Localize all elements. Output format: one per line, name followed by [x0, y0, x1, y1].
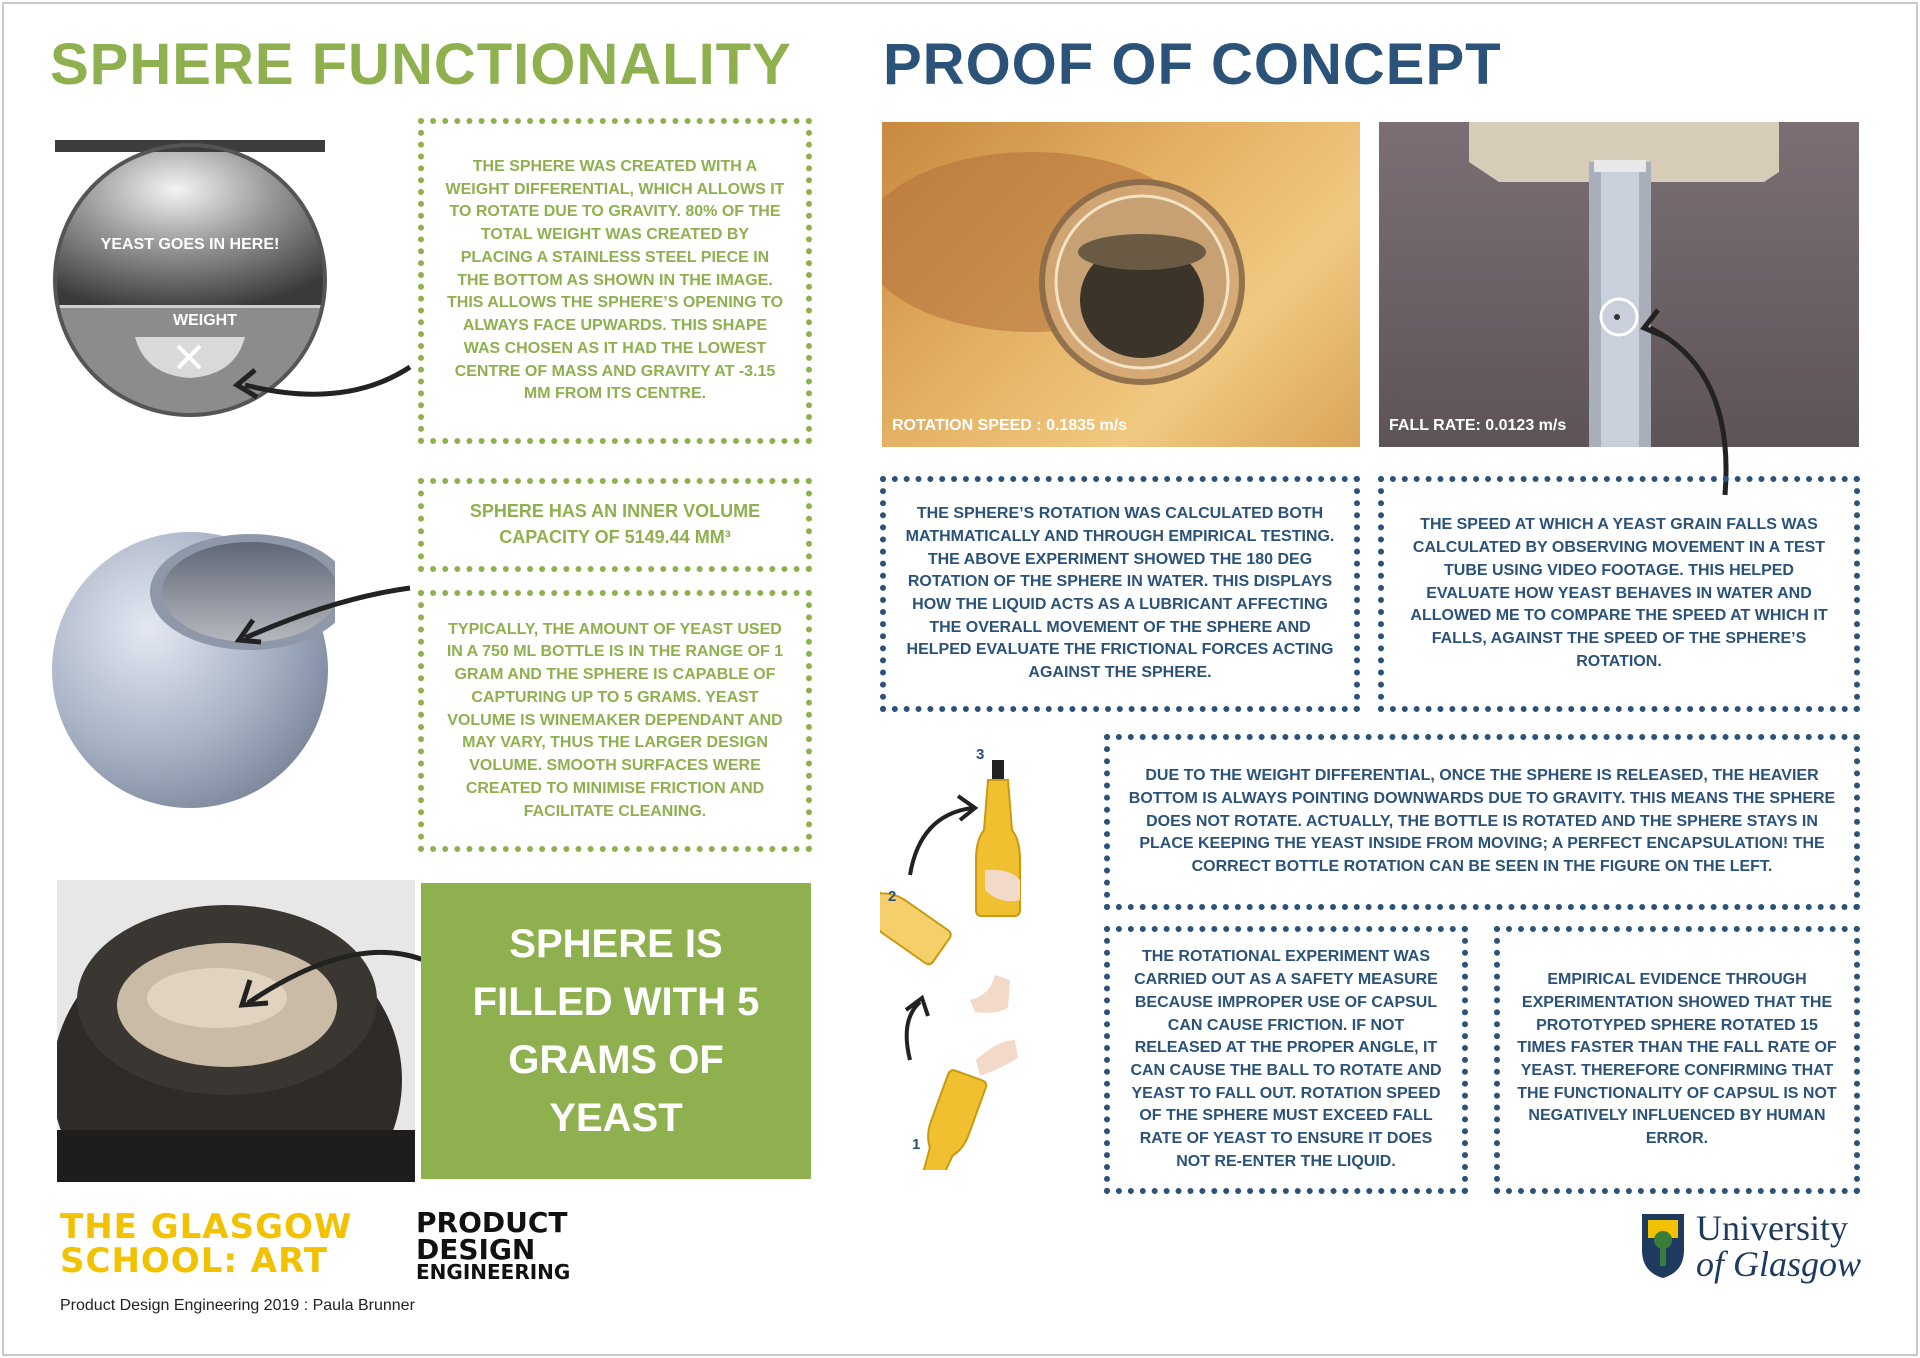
arrow-icon — [225, 578, 415, 648]
fall-rate-calculation-text: THE SPEED AT WHICH A YEAST GRAIN FALLS WAS CALCULATED BY OBSERVING MOVEMENT IN A TEST TUBE USING VIDEO FOOTAGE. THIS HELPED EVALUATE HOW YEAST BEHAVES IN WATER AND ALLOWED ME TO COMPARE THE SPEED AT WHICH IT FALLS, AGAINST THE SPEED OF THE SPHERE’S ROTATION. — [1378, 476, 1860, 712]
empirical-evidence-text: EMPIRICAL EVIDENCE THROUGH EXPERIMENTATION SHOWED THAT THE PROTOTYPED SPHERE ROTATED 15 TIMES FASTER THAN THE FALL RATE OF YEAST. THEREFORE CONFIRMING THAT THE FUNCTIONALITY OF CAPSUL IS NOT NEGATIVELY INFLUENCED BY HUMAN ERROR. — [1494, 926, 1860, 1194]
rotation-experiment-photo — [882, 122, 1360, 447]
rotation-calculation-text: THE SPHERE’S ROTATION WAS CALCULATED BOTH MATHMATICALLY AND THROUGH EMPIRICAL TESTING. THE ABOVE EXPERIMENT SHOWED THE 180 DEG ROTATION OF THE SPHERE IN WATER. THIS DISPLAYS HOW THE LIQUID ACTS AS A LUBRICANT AFFECTING THE OVERALL MOVEMENT OF THE SPHERE AND HELPED EVALUATE THE FRICTIONAL FORCES ACTING AGAINST THE SPHERE. — [880, 476, 1360, 712]
weight-differential-text: THE SPHERE WAS CREATED WITH A WEIGHT DIFFERENTIAL, WHICH ALLOWS IT TO ROTATE DUE TO GRAVITY. 80% OF THE TOTAL WEIGHT WAS CREATED BY PLACING A STAINLESS STEEL PIECE IN THE BOTTOM AS SHOWN IN THE IMAGE. THIS ALLOWS THE SPHERE’S OPENING TO ALWAYS FACE UPWARDS. THIS SHAPE WAS CHOSEN AS IT HAD THE LOWEST CENTRE OF MASS AND GRAVITY AT -3.15 MM FROM ITS CENTRE. — [418, 118, 812, 444]
step-number-1: 1 — [912, 1136, 921, 1153]
yeast-amount-text: TYPICALLY, THE AMOUNT OF YEAST USED IN A 750 ML BOTTLE IS IN THE RANGE OF 1 GRAM AND THE SPHERE IS CAPABLE OF CAPTURING UP TO 5 GRAMS. YEAST VOLUME IS WINEMAKER DEPENDANT AND MAY VARY, THUS THE LARGER DESIGN VOLUME. SMOOTH SURFACES WERE CREATED TO MINIMISE FRICTION AND FACILITATE CLEANING. — [418, 590, 812, 852]
inner-volume-text: SPHERE HAS AN INNER VOLUME CAPACITY OF 5149.44 MM³ — [418, 478, 812, 572]
arrow-icon — [1630, 300, 1740, 500]
credit-line: Product Design Engineering 2019 : Paula Brunner — [60, 1297, 415, 1314]
fall-rate-label: FALL RATE: 0.0123 m/s — [1389, 417, 1567, 434]
filled-with-yeast-panel: SPHERE IS FILLED WITH 5 GRAMS OF YEAST — [421, 883, 811, 1179]
glasgow-school-of-art-logo: THE GLASGOW SCHOOL: ART — [60, 1207, 353, 1281]
product-design-engineering-logo: PRODUCT DESIGN ENGINEERING — [416, 1206, 571, 1285]
safety-measure-text: THE ROTATIONAL EXPERIMENT WAS CARRIED OUT AS A SAFETY MEASURE BECAUSE IMPROPER USE OF CAPSUL CAN CAUSE FRICTION. IF NOT RELEASED AT THE PROPER ANGLE, IT CAN CAUSE THE BALL TO ROTATE AND YEAST TO FALL OUT. ROTATION SPEED OF THE SPHERE MUST EXCEED FALL RATE OF YEAST TO ENSURE IT DOES NOT RE-ENTER THE LIQUID. — [1104, 926, 1468, 1194]
arrow-icon — [225, 355, 415, 415]
diagram-label-yeast: YEAST GOES IN HERE! — [100, 236, 280, 253]
weight-differential-encapsulation-text: DUE TO THE WEIGHT DIFFERENTIAL, ONCE THE SPHERE IS RELEASED, THE HEAVIER BOTTOM IS ALWAYS POINTING DOWNWARDS DUE TO GRAVITY. THIS MEANS THE SPHERE DOES NOT ROTATE. ACTUALLY, THE BOTTLE IS ROTATED AND THE SPHERE STAYS IN PLACE KEEPING THE YEAST INSIDE FROM MOVING; A PERFECT ENCAPSULATION! THE CORRECT BOTTLE ROTATION CAN BE SEEN IN THE FIGURE ON THE LEFT. — [1104, 734, 1860, 910]
university-of-glasgow-logo: University of Glasgow — [1638, 1210, 1863, 1280]
crest-icon — [1638, 1210, 1688, 1280]
step-number-2: 2 — [888, 888, 897, 905]
diagram-label-weight: WEIGHT — [173, 312, 237, 329]
title-proof-of-concept: PROOF OF CONCEPT — [883, 32, 1502, 97]
rotation-speed-label: ROTATION SPEED : 0.1835 m/s — [892, 417, 1128, 434]
bottle-rotation-sequence — [880, 740, 1100, 1170]
sphere-render-image — [45, 520, 335, 810]
fall-rate-photo — [1379, 122, 1859, 447]
title-sphere-functionality: SPHERE FUNCTIONALITY — [50, 32, 792, 97]
step-number-3: 3 — [976, 746, 985, 763]
